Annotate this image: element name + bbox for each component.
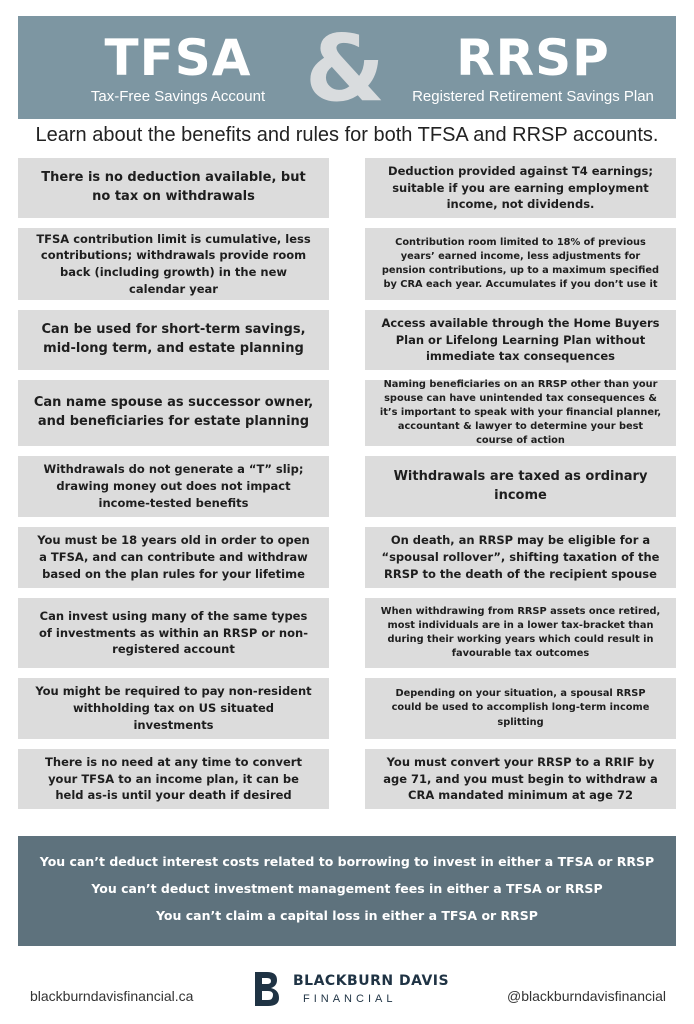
- intro-text: Learn about the benefits and rules for both TFSA and RRSP accounts.: [35, 124, 659, 146]
- tfsa-cell: Can name spouse as successor owner, and beneficiaries for estate planning: [18, 380, 329, 446]
- logo-name: BLACKBURN DAVIS: [293, 973, 450, 989]
- comparison-row: [18, 678, 676, 739]
- comparison-row: [18, 598, 676, 668]
- rrsp-cell: Deduction provided against T4 earnings; suitable if you are earning employment income, not dividends.: [365, 158, 676, 218]
- logo-mark-icon: [253, 970, 285, 1008]
- shared-rule: You can’t deduct interest costs related to borrowing to invest in either a TFSA or RRSP: [39, 854, 655, 869]
- tfsa-cell: TFSA contribution limit is cumulative, less contributions; withdrawals provide room back (including growth) in the new calendar year: [18, 228, 329, 300]
- tfsa-cell: You must be 18 years old in order to open a TFSA, and can contribute and withdraw based on the plan rules for your lifetime: [18, 527, 329, 588]
- tfsa-heading: [68, 30, 288, 105]
- rrsp-cell: On death, an RRSP may be eligible for a “spousal rollover”, shifting taxation of the RRSP to the death of the recipient spouse: [365, 527, 676, 588]
- rrsp-heading: [398, 30, 668, 105]
- rrsp-cell: Naming beneficiaries on an RRSP other than your spouse can have unintended tax consequences & it’s important to speak with your financial planner, accountant & lawyer to determine your best course of action: [365, 380, 676, 446]
- rrsp-cell: Depending on your situation, a spousal RRSP could be used to accomplish long-term income splitting: [365, 678, 676, 739]
- comparison-row: [18, 456, 676, 517]
- shared-rule: You can’t claim a capital loss in either a TFSA or RRSP: [156, 908, 538, 923]
- comparison-row: [18, 380, 676, 446]
- shared-rule: You can’t deduct investment management fees in either a TFSA or RRSP: [91, 881, 603, 896]
- comparison-row: [18, 228, 676, 300]
- tfsa-cell: You might be required to pay non-resident withholding tax on US situated investments: [18, 678, 329, 739]
- company-logo: [253, 970, 453, 1010]
- rrsp-cell: When withdrawing from RRSP assets once retired, most individuals are in a lower tax-bracket than during their working years which could result in favourable tax outcomes: [365, 598, 676, 668]
- website-link[interactable]: blackburndavisfinancial.ca: [30, 988, 194, 1004]
- header-banner: [18, 15, 676, 122]
- rrsp-cell: Contribution room limited to 18% of previous years’ earned income, less adjustments for pension contributions, up to a maximum specified by CRA each year. Accumulates if you don’t use it: [365, 228, 676, 300]
- rrsp-cell: Withdrawals are taxed as ordinary income: [365, 456, 676, 517]
- logo-subtitle: FINANCIAL: [303, 993, 397, 1005]
- tfsa-title: TFSA: [104, 29, 252, 87]
- rrsp-cell: You must convert your RRSP to a RRIF by age 71, and you must begin to withdraw a CRA mandated minimum at age 72: [365, 749, 676, 809]
- tfsa-cell: There is no need at any time to convert your TFSA to an income plan, it can be held as-is until your death if desired: [18, 749, 329, 809]
- comparison-row: [18, 158, 676, 218]
- tfsa-cell: Withdrawals do not generate a “T” slip; drawing money out does not impact income-tested benefits: [18, 456, 329, 517]
- comparison-row: [18, 527, 676, 588]
- comparison-grid: [18, 158, 676, 819]
- comparison-row: [18, 749, 676, 809]
- shared-rules-box: [18, 836, 676, 946]
- social-handle[interactable]: @blackburndavisfinancial: [507, 988, 666, 1004]
- ampersand-symbol: &: [304, 15, 386, 122]
- rrsp-subtitle: Registered Retirement Savings Plan: [412, 88, 654, 105]
- rrsp-cell: Access available through the Home Buyers Plan or Lifelong Learning Plan without immediate tax consequences: [365, 310, 676, 370]
- tfsa-cell: Can invest using many of the same types of investments as within an RRSP or non-registered account: [18, 598, 329, 668]
- tfsa-cell: Can be used for short-term savings, mid-long term, and estate planning: [18, 310, 329, 370]
- comparison-row: [18, 310, 676, 370]
- tfsa-subtitle: Tax-Free Savings Account: [90, 88, 266, 105]
- rrsp-title: RRSP: [456, 29, 610, 87]
- tfsa-cell: There is no deduction available, but no tax on withdrawals: [18, 158, 329, 218]
